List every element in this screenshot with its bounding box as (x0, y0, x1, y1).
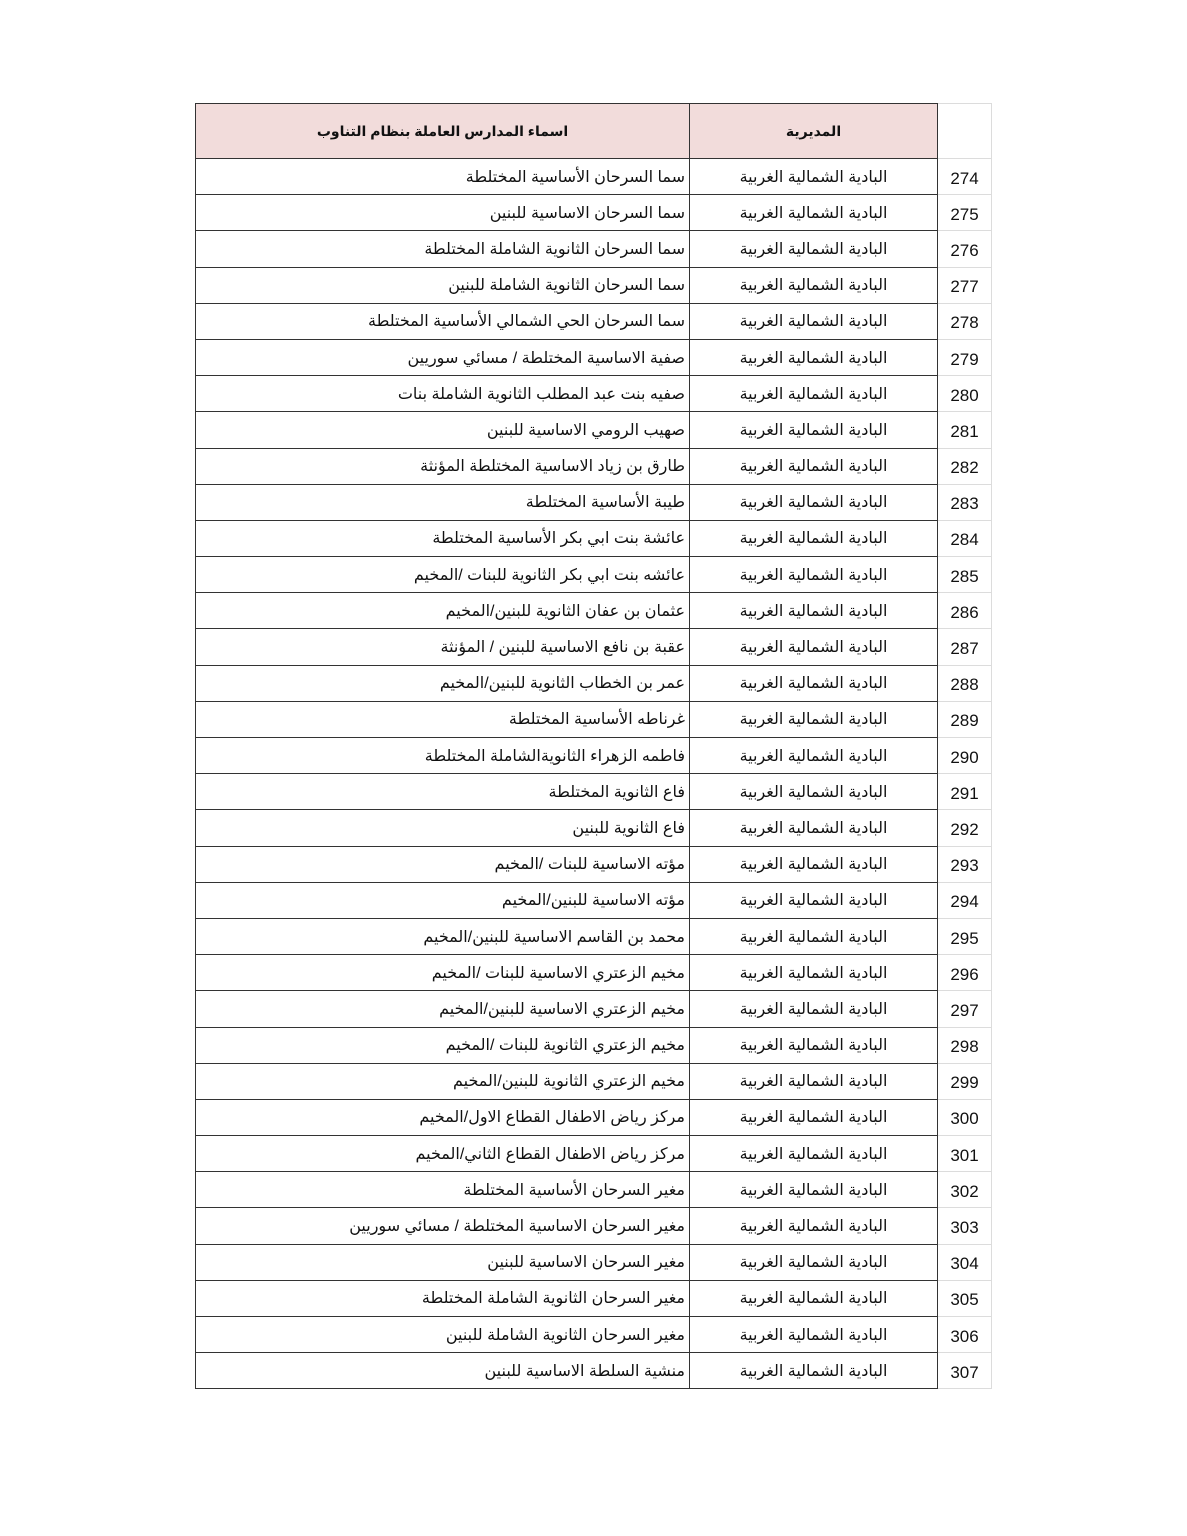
table-row (196, 412, 992, 448)
school-name-cell: مخيم الزعتري الثانوية للبنين/المخيم (196, 1063, 690, 1099)
school-name-cell: فاطمه الزهراء الثانويةالشاملة المختلطة (196, 738, 690, 774)
directorate-cell: البادية الشمالية الغربية (690, 1172, 938, 1208)
school-name-cell: عائشه بنت ابي بكر الثانوية للبنات /المخيم (196, 557, 690, 593)
row-number-cell: 298 (938, 1027, 992, 1063)
row-number-cell: 282 (938, 448, 992, 484)
row-number-cell: 295 (938, 918, 992, 954)
school-name-cell: سما السرحان الحي الشمالي الأساسية المختلطة (196, 303, 690, 339)
row-number-cell: 292 (938, 810, 992, 846)
table-row (196, 339, 992, 375)
row-number-cell: 303 (938, 1208, 992, 1244)
school-name-cell: مغير السرحان الأساسية المختلطة (196, 1172, 690, 1208)
rotation-schools-sheet (195, 103, 991, 1389)
directorate-cell: البادية الشمالية الغربية (690, 701, 938, 737)
table-row (196, 231, 992, 267)
table-row (196, 557, 992, 593)
header-directorate: المديرية (690, 104, 938, 159)
directorate-cell: البادية الشمالية الغربية (690, 1027, 938, 1063)
row-number-cell: 274 (938, 159, 992, 195)
table-row (196, 629, 992, 665)
row-number-cell: 294 (938, 882, 992, 918)
directorate-cell: البادية الشمالية الغربية (690, 1353, 938, 1389)
table-row (196, 484, 992, 520)
row-number-cell: 290 (938, 738, 992, 774)
school-name-cell: مؤته الاساسية للبنات /المخيم (196, 846, 690, 882)
row-number-cell: 280 (938, 376, 992, 412)
header-school-names: اسماء المدارس العاملة بنظام التناوب (196, 104, 690, 159)
row-number-cell: 278 (938, 303, 992, 339)
table-row (196, 846, 992, 882)
row-number-cell: 277 (938, 267, 992, 303)
table-row (196, 593, 992, 629)
row-number-cell: 287 (938, 629, 992, 665)
row-number-cell: 300 (938, 1099, 992, 1135)
row-number-cell: 305 (938, 1280, 992, 1316)
school-name-cell: غرناطه الأساسية المختلطة (196, 701, 690, 737)
table-row (196, 303, 992, 339)
table-row (196, 1317, 992, 1353)
row-number-cell: 276 (938, 231, 992, 267)
school-name-cell: سما السرحان الثانوية الشاملة للبنين (196, 267, 690, 303)
table-row (196, 1063, 992, 1099)
directorate-cell: البادية الشمالية الغربية (690, 1208, 938, 1244)
school-name-cell: عائشة بنت ابي بكر الأساسية المختلطة (196, 520, 690, 556)
school-name-cell: مخيم الزعتري الاساسية للبنين/المخيم (196, 991, 690, 1027)
table-row (196, 267, 992, 303)
row-number-cell: 293 (938, 846, 992, 882)
table-row (196, 520, 992, 556)
school-name-cell: فاع الثانوية المختلطة (196, 774, 690, 810)
school-name-cell: مؤته الاساسية للبنين/المخيم (196, 882, 690, 918)
directorate-cell: البادية الشمالية الغربية (690, 955, 938, 991)
directorate-cell: البادية الشمالية الغربية (690, 520, 938, 556)
schools-table (195, 103, 992, 1389)
school-name-cell: فاع الثانوية للبنين (196, 810, 690, 846)
directorate-cell: البادية الشمالية الغربية (690, 159, 938, 195)
directorate-cell: البادية الشمالية الغربية (690, 303, 938, 339)
directorate-cell: البادية الشمالية الغربية (690, 846, 938, 882)
table-row (196, 1244, 992, 1280)
directorate-cell: البادية الشمالية الغربية (690, 738, 938, 774)
school-name-cell: صفية الاساسية المختلطة / مسائي سوريين (196, 339, 690, 375)
school-name-cell: مخيم الزعتري الاساسية للبنات /المخيم (196, 955, 690, 991)
school-name-cell: مغير السرحان الثانوية الشاملة للبنين (196, 1317, 690, 1353)
school-name-cell: سما السرحان الاساسية للبنين (196, 195, 690, 231)
row-number-cell: 302 (938, 1172, 992, 1208)
table-row (196, 1027, 992, 1063)
table-row (196, 991, 992, 1027)
table-row (196, 195, 992, 231)
directorate-cell: البادية الشمالية الغربية (690, 1317, 938, 1353)
directorate-cell: البادية الشمالية الغربية (690, 1280, 938, 1316)
directorate-cell: البادية الشمالية الغربية (690, 991, 938, 1027)
directorate-cell: البادية الشمالية الغربية (690, 376, 938, 412)
directorate-cell: البادية الشمالية الغربية (690, 339, 938, 375)
header-row (196, 104, 992, 159)
directorate-cell: البادية الشمالية الغربية (690, 1099, 938, 1135)
row-number-cell: 281 (938, 412, 992, 448)
school-name-cell: عمر بن الخطاب الثانوية للبنين/المخيم (196, 665, 690, 701)
school-name-cell: منشية السلطة الاساسية للبنين (196, 1353, 690, 1389)
school-name-cell: سما السرحان الثانوية الشاملة المختلطة (196, 231, 690, 267)
row-number-cell: 306 (938, 1317, 992, 1353)
row-number-cell: 291 (938, 774, 992, 810)
row-number-cell: 304 (938, 1244, 992, 1280)
directorate-cell: البادية الشمالية الغربية (690, 484, 938, 520)
directorate-cell: البادية الشمالية الغربية (690, 557, 938, 593)
row-number-cell: 296 (938, 955, 992, 991)
school-name-cell: مخيم الزعتري الثانوية للبنات /المخيم (196, 1027, 690, 1063)
header-number (938, 104, 992, 159)
table-row (196, 955, 992, 991)
table-row (196, 1136, 992, 1172)
school-name-cell: مركز رياض الاطفال القطاع الاول/المخيم (196, 1099, 690, 1135)
directorate-cell: البادية الشمالية الغربية (690, 593, 938, 629)
table-row (196, 701, 992, 737)
directorate-cell: البادية الشمالية الغربية (690, 267, 938, 303)
directorate-cell: البادية الشمالية الغربية (690, 195, 938, 231)
school-name-cell: طيبة الأساسية المختلطة (196, 484, 690, 520)
directorate-cell: البادية الشمالية الغربية (690, 412, 938, 448)
row-number-cell: 275 (938, 195, 992, 231)
table-row (196, 448, 992, 484)
directorate-cell: البادية الشمالية الغربية (690, 1136, 938, 1172)
row-number-cell: 301 (938, 1136, 992, 1172)
table-row (196, 774, 992, 810)
row-number-cell: 286 (938, 593, 992, 629)
directorate-cell: البادية الشمالية الغربية (690, 665, 938, 701)
row-number-cell: 299 (938, 1063, 992, 1099)
school-name-cell: عقبة بن نافع الاساسية للبنين / المؤنثة (196, 629, 690, 665)
row-number-cell: 285 (938, 557, 992, 593)
table-row (196, 1172, 992, 1208)
school-name-cell: صفيه بنت عبد المطلب الثانوية الشاملة بنات (196, 376, 690, 412)
school-name-cell: مغير السرحان الاساسية المختلطة / مسائي سوريين (196, 1208, 690, 1244)
directorate-cell: البادية الشمالية الغربية (690, 774, 938, 810)
row-number-cell: 284 (938, 520, 992, 556)
table-row (196, 810, 992, 846)
table-row (196, 159, 992, 195)
table-row (196, 1208, 992, 1244)
row-number-cell: 289 (938, 701, 992, 737)
school-name-cell: صهيب الرومي الاساسية للبنين (196, 412, 690, 448)
table-row (196, 738, 992, 774)
school-name-cell: سما السرحان الأساسية المختلطة (196, 159, 690, 195)
table-row (196, 665, 992, 701)
school-name-cell: مغير السرحان الثانوية الشاملة المختلطة (196, 1280, 690, 1316)
row-number-cell: 307 (938, 1353, 992, 1389)
directorate-cell: البادية الشمالية الغربية (690, 231, 938, 267)
row-number-cell: 288 (938, 665, 992, 701)
table-row (196, 1099, 992, 1135)
table-body (196, 159, 992, 1389)
table-row (196, 376, 992, 412)
school-name-cell: عثمان بن عفان الثانوية للبنين/المخيم (196, 593, 690, 629)
table-row (196, 918, 992, 954)
school-name-cell: طارق بن زياد الاساسية المختلطة المؤنثة (196, 448, 690, 484)
directorate-cell: البادية الشمالية الغربية (690, 448, 938, 484)
directorate-cell: البادية الشمالية الغربية (690, 1244, 938, 1280)
directorate-cell: البادية الشمالية الغربية (690, 882, 938, 918)
row-number-cell: 297 (938, 991, 992, 1027)
table-row (196, 1353, 992, 1389)
directorate-cell: البادية الشمالية الغربية (690, 1063, 938, 1099)
table-row (196, 1280, 992, 1316)
school-name-cell: مغير السرحان الاساسية للبنين (196, 1244, 690, 1280)
directorate-cell: البادية الشمالية الغربية (690, 918, 938, 954)
directorate-cell: البادية الشمالية الغربية (690, 629, 938, 665)
directorate-cell: البادية الشمالية الغربية (690, 810, 938, 846)
row-number-cell: 283 (938, 484, 992, 520)
school-name-cell: محمد بن القاسم الاساسية للبنين/المخيم (196, 918, 690, 954)
table-row (196, 882, 992, 918)
school-name-cell: مركز رياض الاطفال القطاع الثاني/المخيم (196, 1136, 690, 1172)
row-number-cell: 279 (938, 339, 992, 375)
